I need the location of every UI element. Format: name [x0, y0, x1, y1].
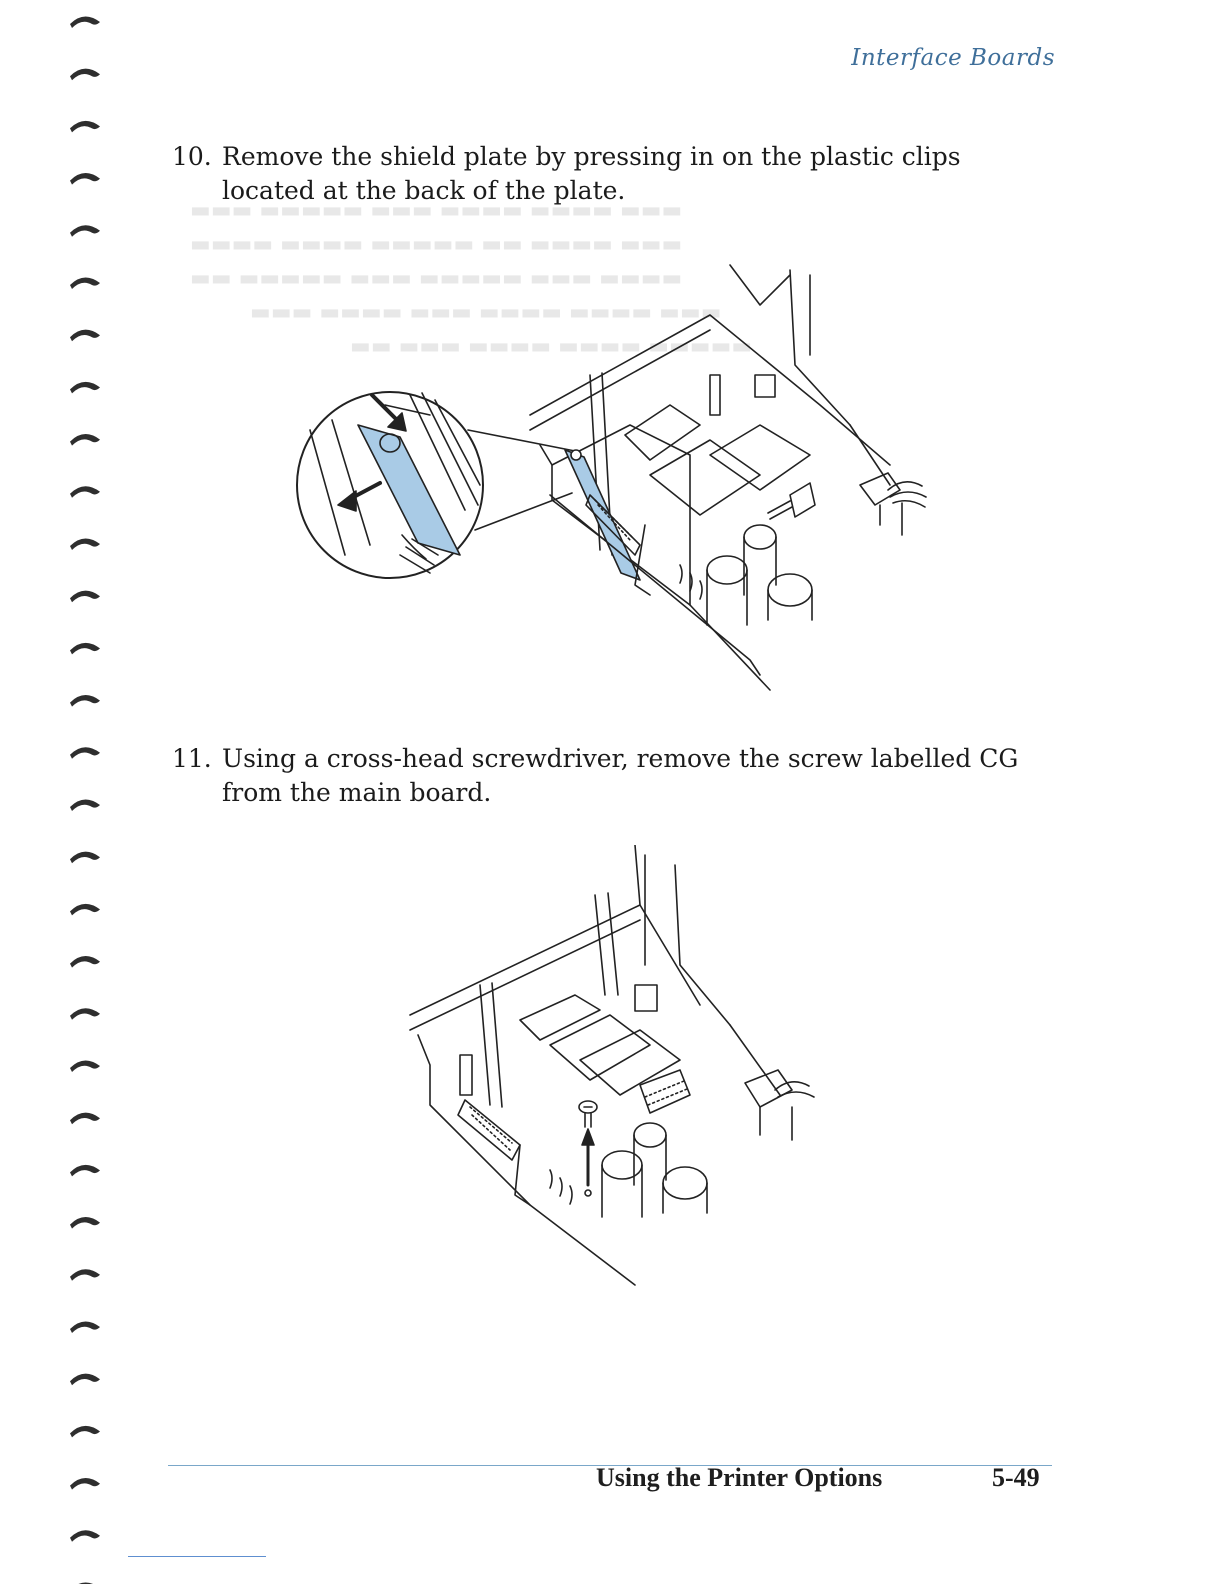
spiral-coil [70, 643, 100, 655]
press-arrow-icon [372, 395, 406, 431]
spiral-coil [70, 1269, 100, 1281]
spiral-coil [70, 121, 100, 133]
bleed-through: ▬▬▬▬▬ ▬▬▬▬ ▬▬▬▬ ▬▬▬ ▬▬ [350, 334, 753, 359]
spiral-coil [70, 173, 100, 185]
spiral-coil [70, 1478, 100, 1490]
bleed-through: ▬▬▬▬ ▬▬▬ ▬▬▬▬▬ ▬▬▬ ▬▬▬▬▬ ▬▬ [190, 266, 683, 291]
spiral-coil [70, 1426, 100, 1438]
screw-removal-arrow-icon [582, 1129, 594, 1196]
parallel-port [458, 1100, 520, 1160]
spiral-coil [70, 1530, 100, 1542]
running-head: Interface Boards [851, 45, 1055, 71]
spiral-coil [70, 486, 100, 498]
bleed-through: ▬▬▬ ▬▬▬▬ ▬▬▬▬ ▬▬▬ ▬▬▬▬ ▬▬▬ [250, 300, 722, 325]
spiral-coil [70, 69, 100, 81]
step-text: Remove the shield plate by pressing in on the plastic clips located at the back of the plate. [222, 142, 961, 205]
step-text: Using a cross-head screwdriver, remove the screw labelled CG from the main board. [222, 744, 1019, 807]
spiral-coil [70, 1374, 100, 1386]
cg-screw-illustration [400, 845, 830, 1315]
page-number: 5-49 [992, 1463, 1040, 1492]
spiral-coil [70, 225, 100, 237]
spiral-coil [70, 1321, 100, 1333]
spiral-coil [70, 1008, 100, 1020]
spiral-coil [70, 956, 100, 968]
edge-mark [128, 1556, 266, 1557]
spiral-coil [70, 695, 100, 707]
spiral-binding [62, 0, 132, 1584]
footer-title: Using the Printer Options [596, 1463, 883, 1492]
spiral-coil [70, 16, 100, 28]
spiral-coil [70, 1060, 100, 1072]
spiral-coil [70, 591, 100, 603]
step-number: 10. [172, 142, 212, 171]
spiral-coil [70, 1165, 100, 1177]
spiral-coil [70, 434, 100, 446]
spiral-coil [70, 538, 100, 550]
spiral-coil [70, 1113, 100, 1125]
printer-base [410, 845, 814, 1285]
spiral-coil [70, 904, 100, 916]
spiral-coil [70, 330, 100, 342]
step-number: 11. [172, 744, 212, 773]
spiral-coil [70, 747, 100, 759]
bleed-through: ▬▬▬ ▬▬▬▬ ▬▬ ▬▬▬▬▬ ▬▬▬▬ ▬▬▬▬ [190, 232, 683, 257]
spiral-coil [70, 799, 100, 811]
spiral-coil [70, 852, 100, 864]
bleed-through: ▬▬▬ ▬▬▬▬ ▬▬▬▬ ▬▬▬ ▬▬▬▬▬ ▬▬▬ [190, 198, 683, 223]
spiral-coil [70, 1217, 100, 1229]
spiral-coil [70, 277, 100, 289]
spiral-coil [70, 382, 100, 394]
cg-screw [579, 1101, 597, 1127]
shield-plate-illustration [290, 255, 970, 700]
